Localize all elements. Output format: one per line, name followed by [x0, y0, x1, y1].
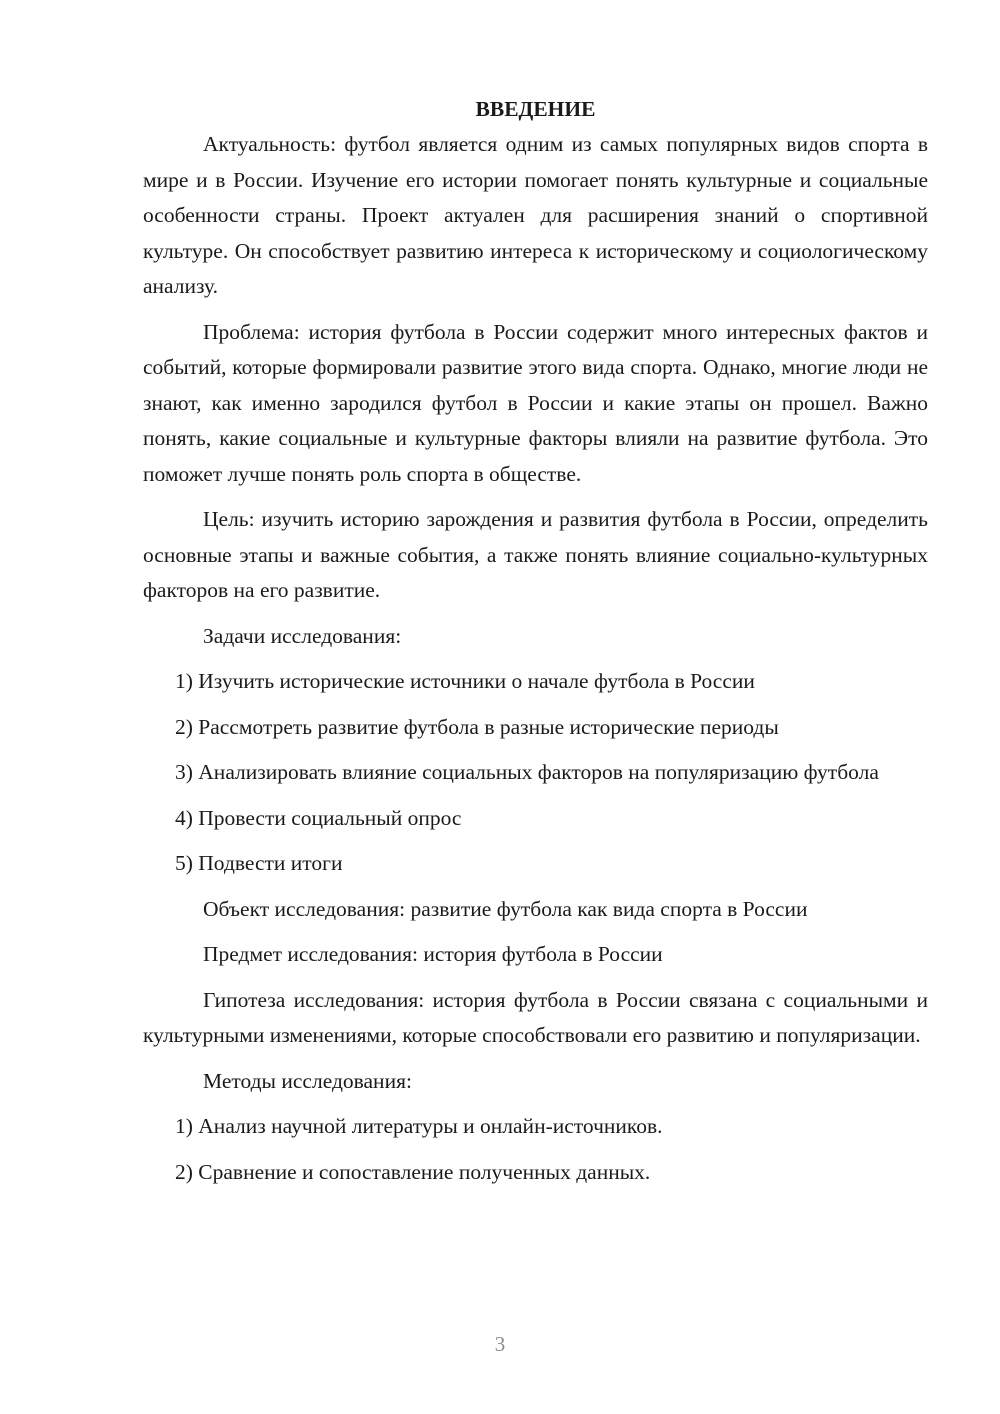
- object-paragraph: Объект исследования: развитие футбола как вида спорта в России: [203, 896, 808, 921]
- task-item: 1) Изучить исторические источники о начале футбола в России: [175, 669, 755, 693]
- goal-paragraph: Цель: изучить историю зарождения и развития футбола в России, определить основные этапы и важные события, а также понять влияние социально-культурных факторов на его развитие.: [143, 507, 928, 602]
- tasks-title: Задачи исследования:: [203, 623, 402, 648]
- method-item: 2) Сравнение и сопоставление полученных данных.: [175, 1159, 651, 1184]
- subject-paragraph: Предмет исследования: история футбола в России: [203, 942, 663, 966]
- problem-paragraph: Проблема: история футбола в России содержит много интересных фактов и событий, которые формировали развитие этого вида спорта. Однако, многие люди не знают, как именно зародился футбол в России и какие этапы он прошел. Важно понять, какие социальные и культурные факторы влияли на развитие футбола. Это поможет лучше понять роль спорта в обществе.: [143, 319, 928, 486]
- methods-title: Методы исследования:: [203, 1068, 412, 1093]
- task-item: 3) Анализировать влияние социальных факторов на популяризацию футбола: [175, 760, 879, 784]
- page-content: [143, 92, 928, 1190]
- hypothesis-paragraph: Гипотеза исследования: история футбола в России связана с социальными и культурными изменениями, которые способствовали его развитию и популяризации.: [143, 987, 928, 1047]
- task-item: 2) Рассмотреть развитие футбола в разные исторические периоды: [175, 714, 779, 739]
- method-item: 1) Анализ научной литературы и онлайн-источников.: [175, 1114, 663, 1138]
- page-number: 3: [494, 1332, 506, 1356]
- relevance-paragraph: Актуальность: футбол является одним из самых популярных видов спорта в мире и в России. Изучение его истории помогает понять культурные и социальные особенности страны. Проект актуален для расширения знаний о спортивной культуре. Он способствует развитию интереса к историческому и социологическому анализу.: [143, 132, 928, 298]
- task-item: 4) Провести социальный опрос: [175, 805, 462, 830]
- page-heading: ВВЕДЕНИЕ: [475, 97, 596, 121]
- task-item: 5) Подвести итоги: [175, 851, 343, 875]
